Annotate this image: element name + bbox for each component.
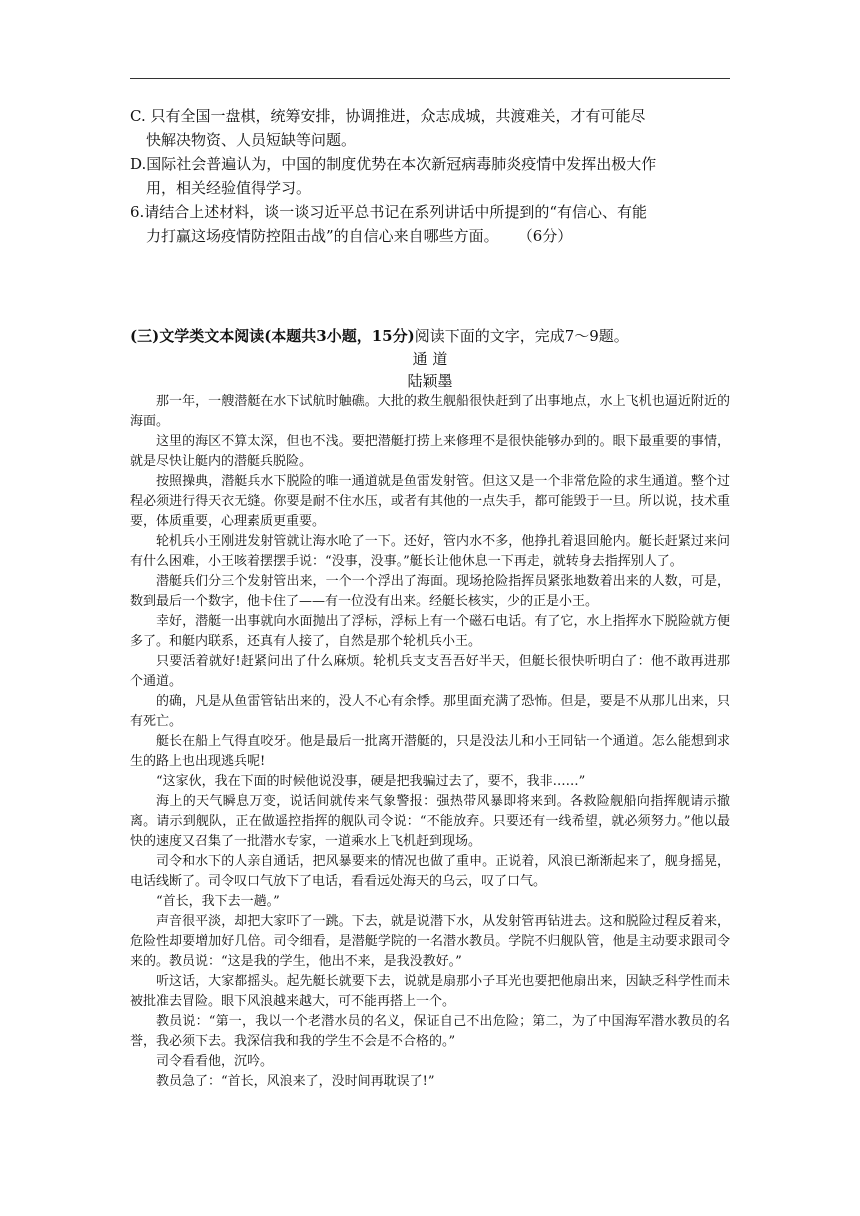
- option-d-line2: 用，相关经验值得学习。: [146, 179, 312, 197]
- paragraph: 司令看看他，沉吟。: [156, 1054, 274, 1069]
- option-c: [130, 104, 730, 152]
- answer-space: [130, 248, 730, 324]
- paragraph: 这里的海区不算太深，但也不浅。要把潜艇打捞上来修理不是很快能够办到的。眼下最重要的事情，就是尽快让艇内的潜艇兵脱险。: [130, 434, 730, 469]
- section-header: [130, 324, 730, 348]
- option-c-line2: 快解决物资、人员短缺等问题。: [146, 131, 357, 149]
- option-d-line1: D.国际社会普遍认为，中国的制度优势在本次新冠病毒肺炎疫情中发挥出极大作: [130, 155, 657, 173]
- paragraph: 海上的天气瞬息万变，说话间就传来气象警报：强热带风暴即将来到。各救险舰船向指挥舰请示撤离。请示到舰队，正在做遥控指挥的舰队司令说：“不能放弃。只要还有一线希望，就必须努力。”他以最快的速度又召集了一批潜水专家，一道乘水上飞机赶到现场。: [130, 794, 730, 849]
- question-6-line2: 力打赢这场疫情防控阻击战”的自信心来自哪些方面。 （6分）: [146, 227, 573, 245]
- paragraph: 轮机兵小王刚进发射管就让海水呛了一下。还好，管内水不多，他挣扎着退回舱内。艇长赶紧过来问有什么困难，小王咳着摆摆手说：“没事，没事。”艇长让他休息一下再走，就转身去指挥别人了。: [130, 534, 730, 569]
- option-d: [130, 152, 730, 200]
- document-page: [130, 104, 730, 1092]
- paragraph: 听这话，大家都摇头。起先艇长就要下去，说就是扇那小子耳光也要把他扇出来，因缺乏科学性而未被批准去冒险。眼下风浪越来越大，可不能再搭上一个。: [130, 974, 730, 1009]
- paragraph: 教员说：“第一，我以一个老潜水员的名义，保证自己不出危险；第二，为了中国海军潜水教员的名誉，我必须下去。我深信我和我的学生不会是不合格的。”: [130, 1014, 730, 1049]
- paragraph: 声音很平淡，却把大家吓了一跳。下去，就是说潜下水，从发射管再钻进去。这和脱险过程反着来，危险性却要增加好几倍。司令细看，是潜艇学院的一名潜水教员。学院不归舰队管，他是主动要求跟司令来的。教员说：“这是我的学生，他出不来，是我没教好。”: [130, 914, 730, 969]
- paragraph: “首长，我下去一趟。”: [156, 894, 280, 909]
- header-rule: [130, 78, 730, 79]
- article-title: 通 道: [412, 350, 448, 368]
- article-author: 陆颖墨: [407, 372, 453, 390]
- paragraph: 只要活着就好!赶紧问出了什么麻烦。轮机兵支支吾吾好半天，但艇长很快听明白了：他不敢再进那个通道。: [130, 654, 730, 689]
- question-6-line1: 6.请结合上述材料，谈一谈习近平总书记在系列讲话中所提到的“有信心、有能: [130, 203, 647, 221]
- paragraph: 按照操典，潜艇兵水下脱险的唯一通道就是鱼雷发射管。但这又是一个非常危险的求生通道。整个过程必须进行得天衣无缝。你要是耐不住水压，或者有其他的一点失手，都可能毁于一旦。所以说，技术重要，体质重要，心理素质更重要。: [130, 474, 730, 529]
- question-6: [130, 200, 730, 248]
- paragraph: 艇长在船上气得直咬牙。他是最后一批离开潜艇的，只是没法儿和小王同钻一个通道。怎么能想到求生的路上也出现逃兵呢!: [130, 734, 730, 769]
- paragraph: “这家伙，我在下面的时候他说没事，硬是把我骗过去了，要不，我非……”: [156, 774, 586, 789]
- paragraph: 的确，凡是从鱼雷管钻出来的，没人不心有余悸。那里面充满了恐怖。但是，要是不从那儿出来，只有死亡。: [130, 694, 730, 729]
- paragraph: 司令和水下的人亲自通话，把风暴要来的情况也做了重申。正说着，风浪已渐渐起来了，舰身摇晃，电话线断了。司令叹口气放下了电话，看看远处海天的乌云，叹了口气。: [130, 854, 730, 889]
- section-instruction: 阅读下面的文字，完成7～9题。: [414, 327, 629, 345]
- section-heading: (三)文学类文本阅读(本题共3小题，15分): [130, 327, 415, 345]
- option-c-line1: C. 只有全国一盘棋，统筹安排，协调推进，众志成城，共渡难关，才有可能尽: [130, 107, 646, 125]
- paragraph: 教员急了：“首长，风浪来了，没时间再耽误了!”: [156, 1074, 435, 1089]
- article-body: [130, 392, 730, 1092]
- paragraph: 潜艇兵们分三个发射管出来，一个一个浮出了海面。现场抢险指挥员紧张地数着出来的人数，可是，数到最后一个数字，他卡住了——有一位没有出来。经艇长核实，少的正是小王。: [130, 574, 730, 609]
- paragraph: 那一年，一艘潜艇在水下试航时触礁。大批的救生舰船很快赶到了出事地点，水上飞机也逼近附近的海面。: [130, 394, 730, 429]
- paragraph: 幸好，潜艇一出事就向水面抛出了浮标，浮标上有一个磁石电话。有了它，水上指挥水下脱险就方便多了。和艇内联系，还真有人接了，自然是那个轮机兵小王。: [130, 614, 730, 649]
